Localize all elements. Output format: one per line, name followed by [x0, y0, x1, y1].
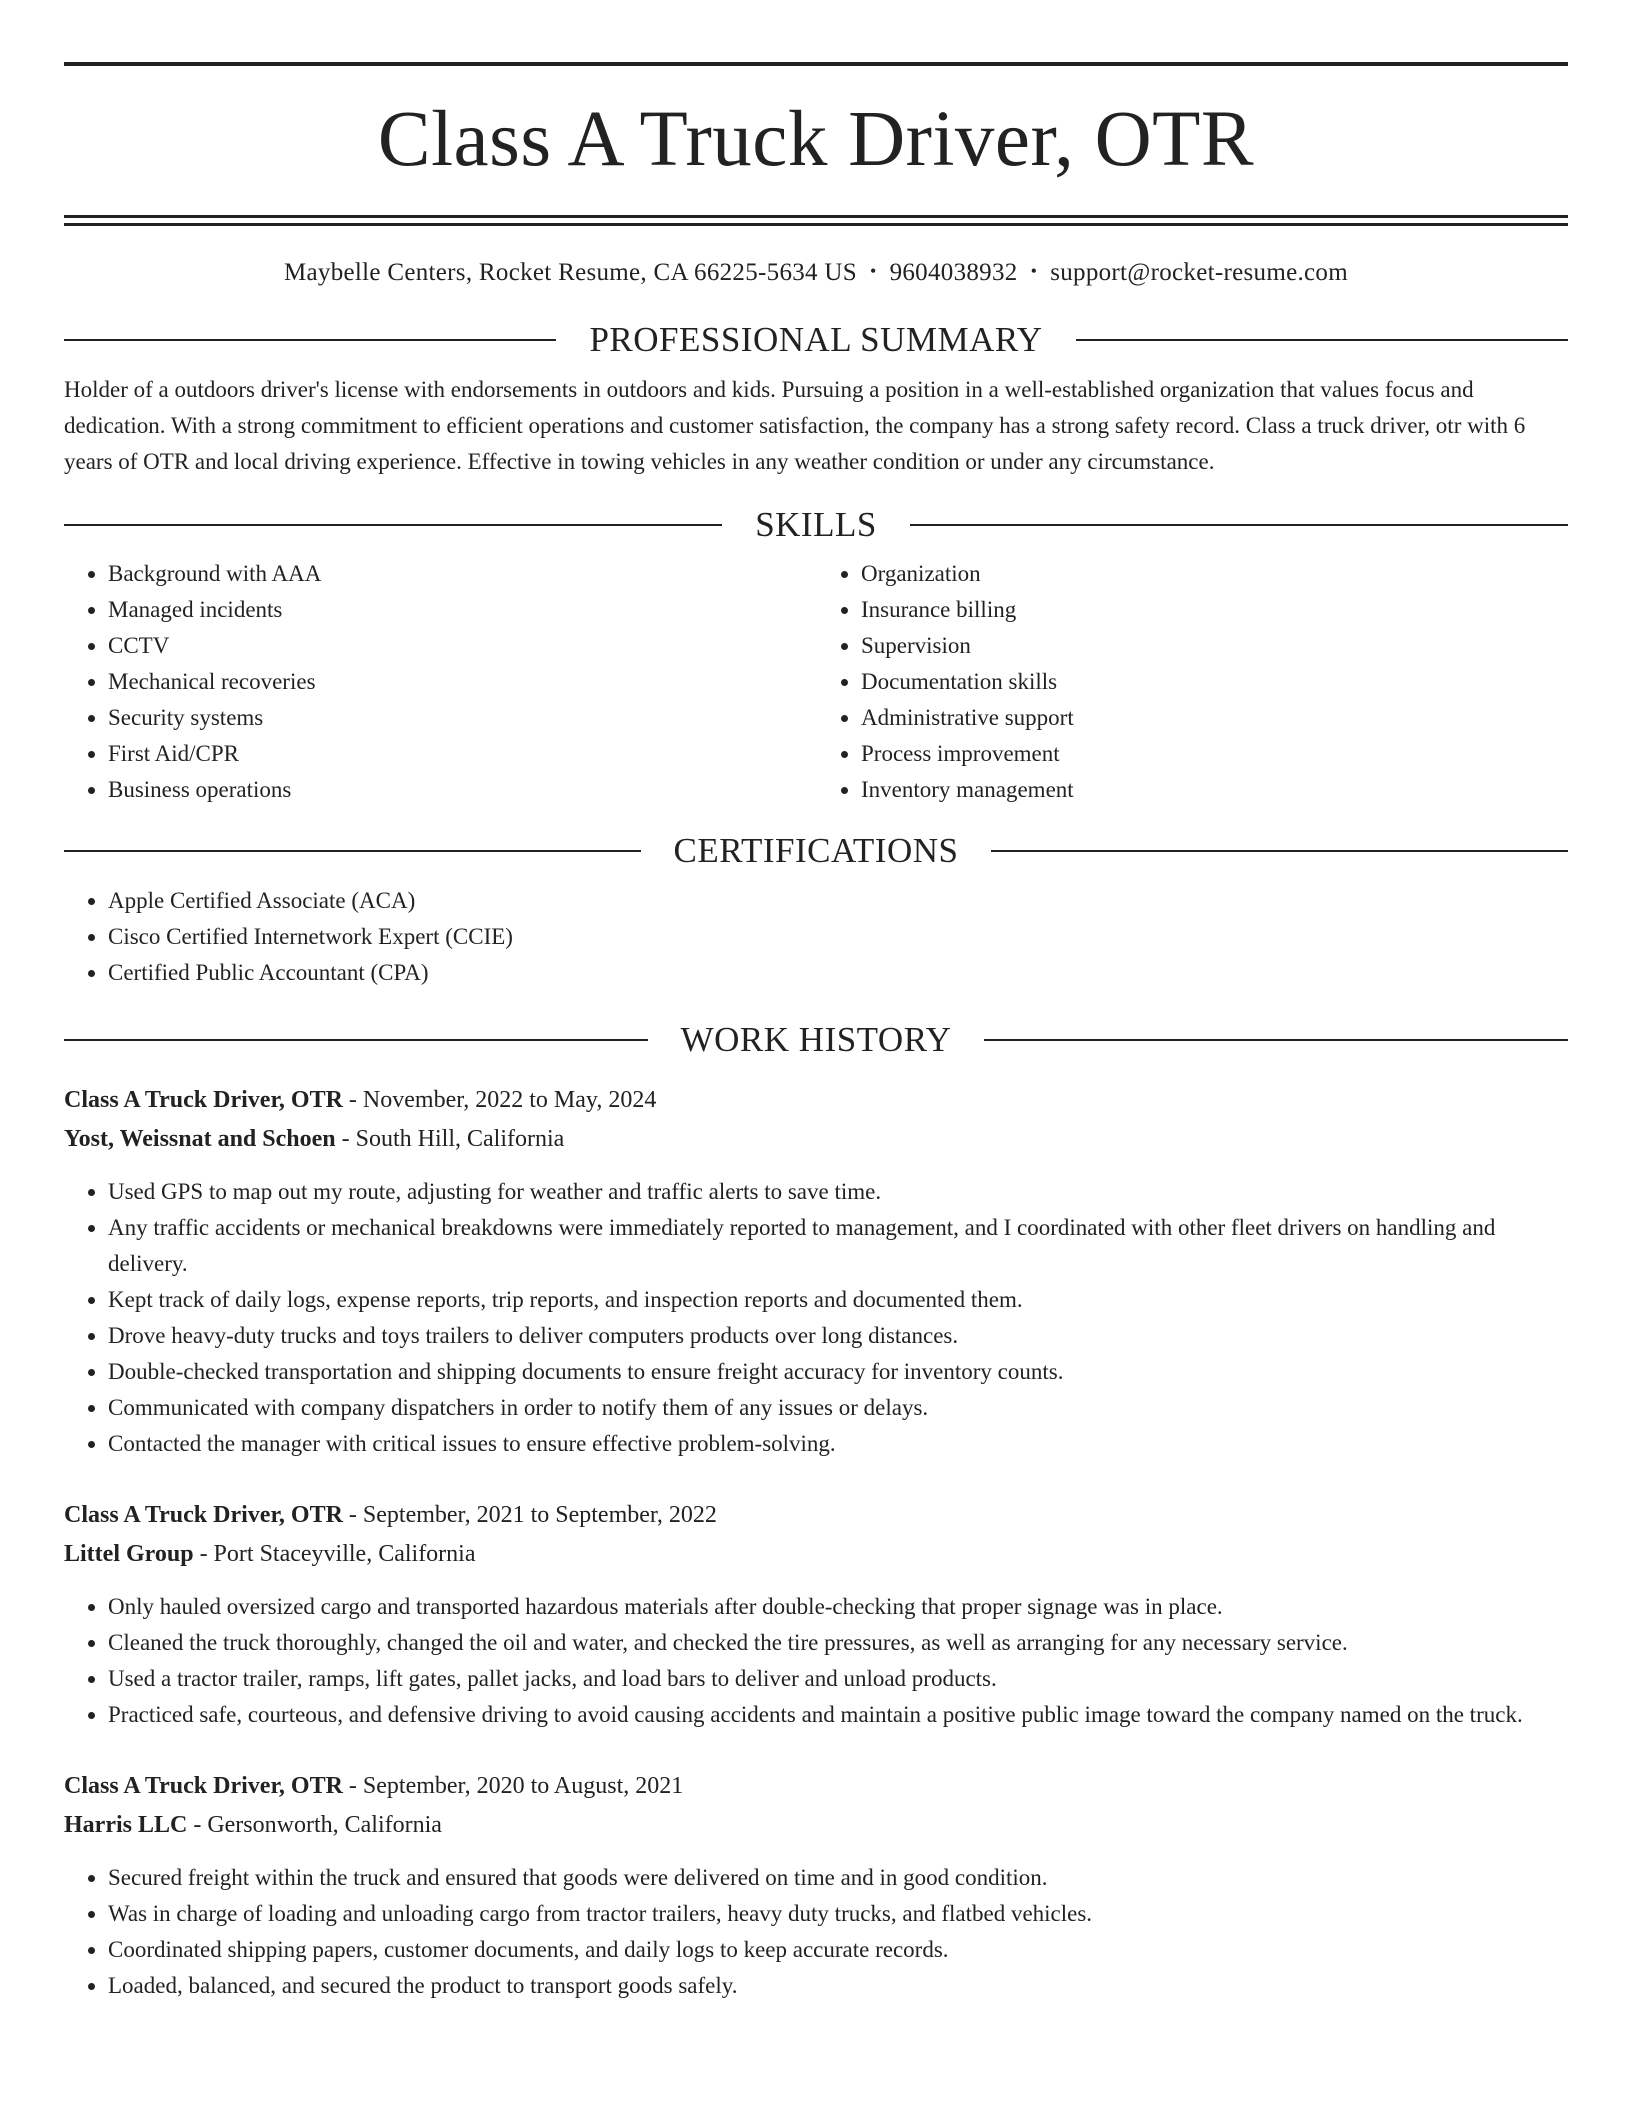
- section-rule-right: [910, 524, 1568, 526]
- job-bullet: • Secured freight within the truck and ensured that goods were delivered on time and in good condition.: [108, 1860, 1568, 1896]
- job-bullet: • Communicated with company dispatchers in order to notify them of any issues or delays.: [108, 1390, 1568, 1426]
- certification-item: • Apple Certified Associate (ACA): [108, 883, 1568, 919]
- job-bullet: • Loaded, balanced, and secured the product to transport goods safely.: [108, 1968, 1568, 2004]
- section-rule-right: [984, 1039, 1568, 1041]
- work-heading: WORK HISTORY: [680, 1019, 952, 1059]
- job-title-line: [64, 1081, 1568, 1120]
- job-title: Class A Truck Driver, OTR: [64, 1502, 343, 1528]
- skill-item: • Managed incidents: [108, 592, 815, 628]
- job-title: Class A Truck Driver, OTR: [64, 1773, 343, 1799]
- summary-section-header: [64, 321, 1568, 360]
- section-rule-right: [1076, 339, 1568, 341]
- contact-line: [64, 259, 1568, 287]
- skill-item: • Business operations: [108, 772, 815, 808]
- job-bullets: [64, 1589, 1568, 1733]
- job-company-line: [64, 1120, 1568, 1159]
- job-dates: - September, 2021 to September, 2022: [342, 1502, 717, 1528]
- job-bullet: • Kept track of daily logs, expense reports, trip reports, and inspection reports and documented them.: [108, 1282, 1568, 1318]
- skill-item: • First Aid/CPR: [108, 736, 815, 772]
- job-dates: - November, 2022 to May, 2024: [342, 1087, 657, 1113]
- skill-item: • Background with AAA: [108, 556, 815, 592]
- section-rule-left: [64, 339, 556, 341]
- skill-item: • Security systems: [108, 700, 815, 736]
- job-location: - Gersonworth, California: [187, 1812, 442, 1838]
- contact-separator: •: [1030, 261, 1038, 281]
- job-dates: - September, 2020 to August, 2021: [342, 1773, 684, 1799]
- work-section-header: [64, 1021, 1568, 1060]
- job-bullet: • Cleaned the truck thoroughly, changed the oil and water, and checked the tire pressures, as well as arranging for any necessary service.: [108, 1625, 1568, 1661]
- job-company: Harris LLC: [64, 1812, 188, 1838]
- skill-item: • Mechanical recoveries: [108, 664, 815, 700]
- job-bullet: • Drove heavy-duty trucks and toys trailers to deliver computers products over long distances.: [108, 1318, 1568, 1354]
- skill-item: • Administrative support: [861, 700, 1568, 736]
- job-bullets: [64, 1860, 1568, 2004]
- skills-grid: [64, 556, 1568, 808]
- job-title-line: [64, 1767, 1568, 1806]
- certifications-heading: CERTIFICATIONS: [673, 831, 959, 870]
- work-history-list: [64, 1081, 1568, 2004]
- job-entry: [64, 1496, 1568, 1733]
- section-rule-left: [64, 1039, 648, 1041]
- job-bullet: • Any traffic accidents or mechanical breakdowns were immediately reported to management, and I coordinated with other fleet drivers on handling and delivery.: [108, 1210, 1568, 1282]
- job-title-line: [64, 1496, 1568, 1535]
- title-double-rule: [64, 215, 1568, 226]
- contact-email: support@rocket-resume.com: [1050, 259, 1348, 286]
- job-bullet: • Only hauled oversized cargo and transported hazardous materials after double-checking that proper signage was in place.: [108, 1589, 1568, 1625]
- job-company-line: [64, 1806, 1568, 1845]
- job-bullet: • Used a tractor trailer, ramps, lift gates, pallet jacks, and load bars to deliver and unload products.: [108, 1661, 1568, 1697]
- contact-separator: •: [869, 261, 877, 281]
- skills-section-header: [64, 506, 1568, 545]
- skill-item: • Organization: [861, 556, 1568, 592]
- job-bullet: • Coordinated shipping papers, customer documents, and daily logs to keep accurate records.: [108, 1932, 1568, 1968]
- section-rule-right: [991, 850, 1568, 852]
- skill-item: • Process improvement: [861, 736, 1568, 772]
- section-rule-left: [64, 850, 641, 852]
- job-bullet: • Double-checked transportation and shipping documents to ensure freight accuracy for inventory counts.: [108, 1354, 1568, 1390]
- job-bullets: [64, 1174, 1568, 1462]
- skill-item: • Insurance billing: [861, 592, 1568, 628]
- summary-text: Holder of a outdoors driver's license with endorsements in outdoors and kids. Pursuing a position in a well-established organization that values focus and dedication. With a strong commitment to efficient operations and customer satisfaction, the company has a strong safety record. Class a truck driver, otr with 6 years of OTR and local driving experience. Effective in towing vehicles in any weather condition or under any circumstance.: [64, 376, 1526, 474]
- summary-heading: PROFESSIONAL SUMMARY: [589, 320, 1043, 359]
- job-bullet: • Contacted the manager with critical issues to ensure effective problem-solving.: [108, 1426, 1568, 1462]
- job-entry: [64, 1767, 1568, 2004]
- job-entry: [64, 1081, 1568, 1462]
- job-bullet: • Used GPS to map out my route, adjusting for weather and traffic alerts to save time.: [108, 1174, 1568, 1210]
- job-bullet: • Practiced safe, courteous, and defensive driving to avoid causing accidents and maintain a positive public image toward the company named on the truck.: [108, 1697, 1568, 1733]
- job-title: Class A Truck Driver, OTR: [64, 1087, 343, 1113]
- skill-item: • Documentation skills: [861, 664, 1568, 700]
- job-location: - South Hill, California: [335, 1126, 565, 1152]
- job-company: Yost, Weissnat and Schoen: [64, 1126, 336, 1152]
- contact-phone: 9604038932: [889, 259, 1018, 286]
- skills-list-right: [815, 556, 1568, 808]
- resume-title: Class A Truck Driver, OTR: [377, 96, 1255, 183]
- certifications-section-header: [64, 832, 1568, 871]
- job-bullet: • Was in charge of loading and unloading cargo from tractor trailers, heavy duty trucks, and flatbed vehicles.: [108, 1896, 1568, 1932]
- certification-item: • Certified Public Accountant (CPA): [108, 955, 1568, 991]
- certification-item: • Cisco Certified Internetwork Expert (CCIE): [108, 919, 1568, 955]
- skills-heading: SKILLS: [755, 504, 877, 544]
- skills-list-left: [64, 556, 815, 808]
- certifications-list: [64, 883, 1568, 991]
- job-company-line: [64, 1535, 1568, 1574]
- section-rule-left: [64, 524, 722, 526]
- job-location: - Port Staceyville, California: [193, 1541, 476, 1567]
- skill-item: • Inventory management: [861, 772, 1568, 808]
- skill-item: • CCTV: [108, 628, 815, 664]
- contact-address: Maybelle Centers, Rocket Resume, CA 66225-5634 US: [284, 259, 857, 286]
- skill-item: • Supervision: [861, 628, 1568, 664]
- job-company: Littel Group: [64, 1541, 194, 1567]
